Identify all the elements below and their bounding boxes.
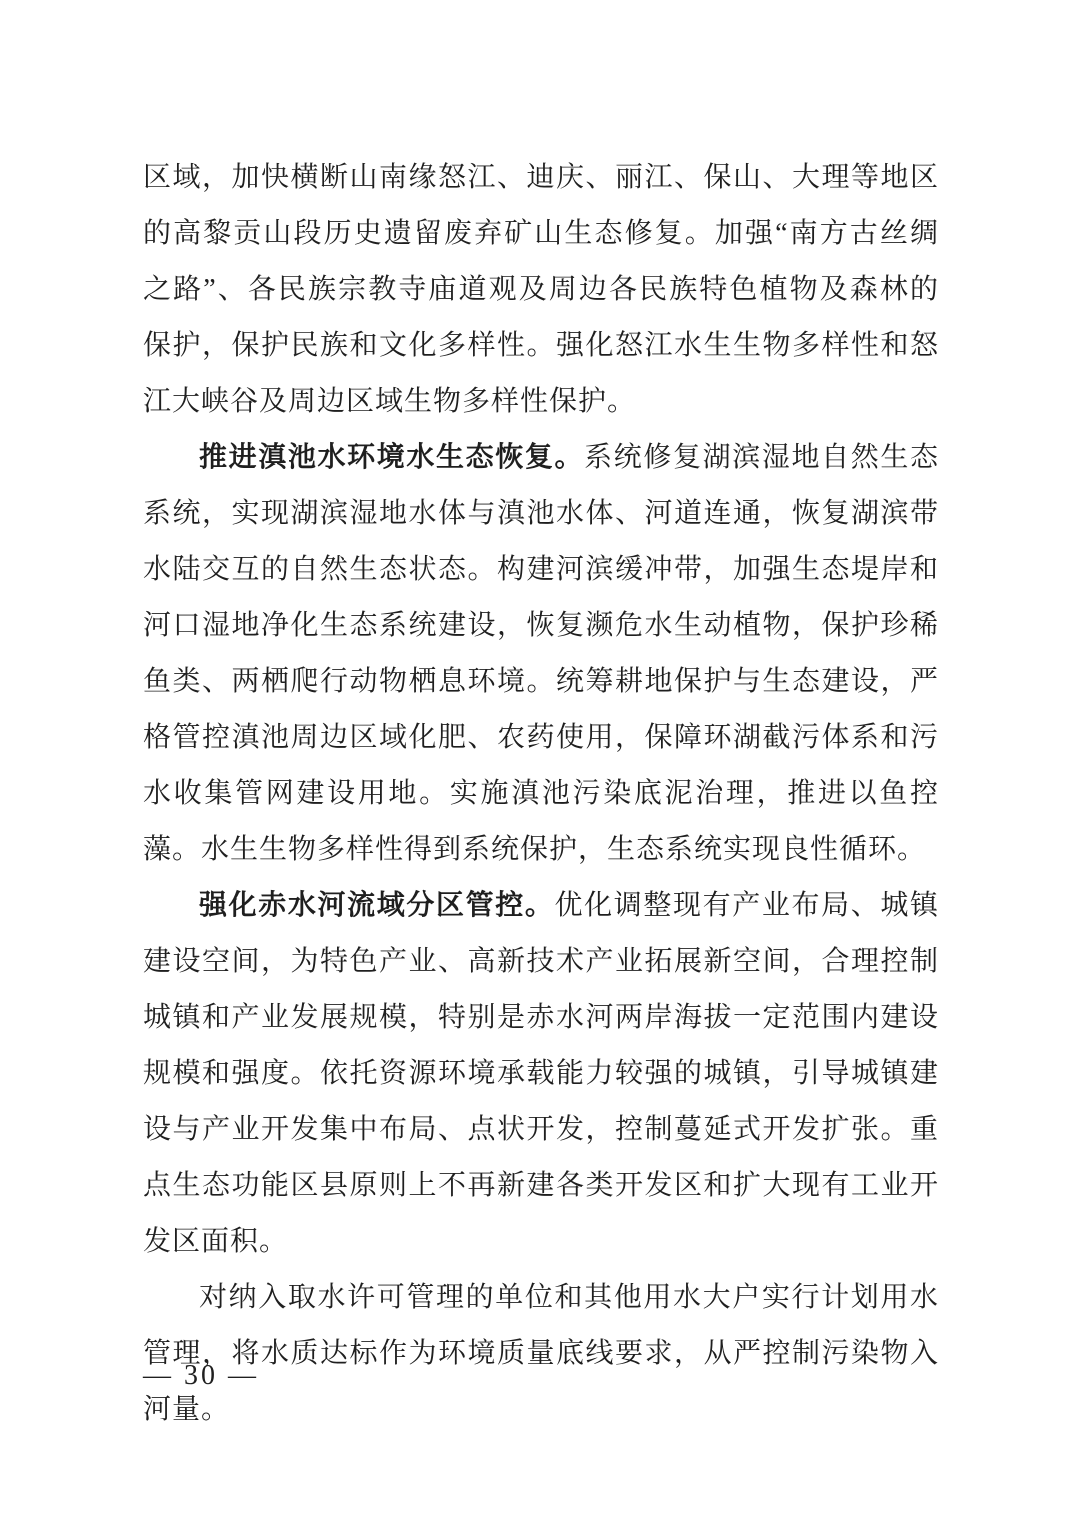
page-number: — 30 — (143, 1360, 259, 1391)
paragraph-chishui (143, 878, 939, 1270)
paragraph-text: 优化调整现有产业布局、城镇建设空间，为特色产业、高新技术产业拓展新空间，合理控制城镇和产业发展规模，特别是赤水河两岸海拔一定范围内建设规模和强度。依托资源环境承载能力较强的城镇，引导城镇建设与产业开发集中布局、点状开发，控制蔓延式开发扩张。重点生态功能区县原则上不再新建各类开发区和扩大现有工业开发区面积。 (143, 890, 939, 1257)
paragraph-lead-bold: 推进滇池水环境水生态恢复。 (199, 442, 585, 473)
paragraph-text: 对纳入取水许可管理的单位和其他用水大户实行计划用水管理，将水质达标作为环境质量底线要求，从严控制污染物入河量。 (143, 1282, 939, 1425)
document-body (143, 150, 939, 1438)
paragraph-text: 系统修复湖滨湿地自然生态系统，实现湖滨湿地水体与滇池水体、河道连通，恢复湖滨带水陆交互的自然生态状态。构建河滨缓冲带，加强生态堤岸和河口湿地净化生态系统建设，恢复濒危水生动植物，保护珍稀鱼类、两栖爬行动物栖息环境。统筹耕地保护与生态建设，严格管控滇池周边区域化肥、农药使用，保障环湖截污体系和污水收集管网建设用地。实施滇池污染底泥治理，推进以鱼控藻。水生生物多样性得到系统保护，生态系统实现良性循环。 (143, 442, 939, 865)
page-footer (143, 1356, 259, 1396)
paragraph-continuation (143, 150, 939, 430)
paragraph-text: 区域，加快横断山南缘怒江、迪庆、丽江、保山、大理等地区的高黎贡山段历史遗留废弃矿山生态修复。加强“南方古丝绸之路”、各民族宗教寺庙道观及周边各民族特色植物及森林的保护，保护民族和文化多样性。强化怒江水生生物多样性和怒江大峡谷及周边区域生物多样性保护。 (143, 162, 939, 417)
paragraph-dianchi (143, 430, 939, 878)
paragraph-lead-bold: 强化赤水河流域分区管控。 (199, 890, 555, 921)
paragraph-water-permit (143, 1270, 939, 1438)
